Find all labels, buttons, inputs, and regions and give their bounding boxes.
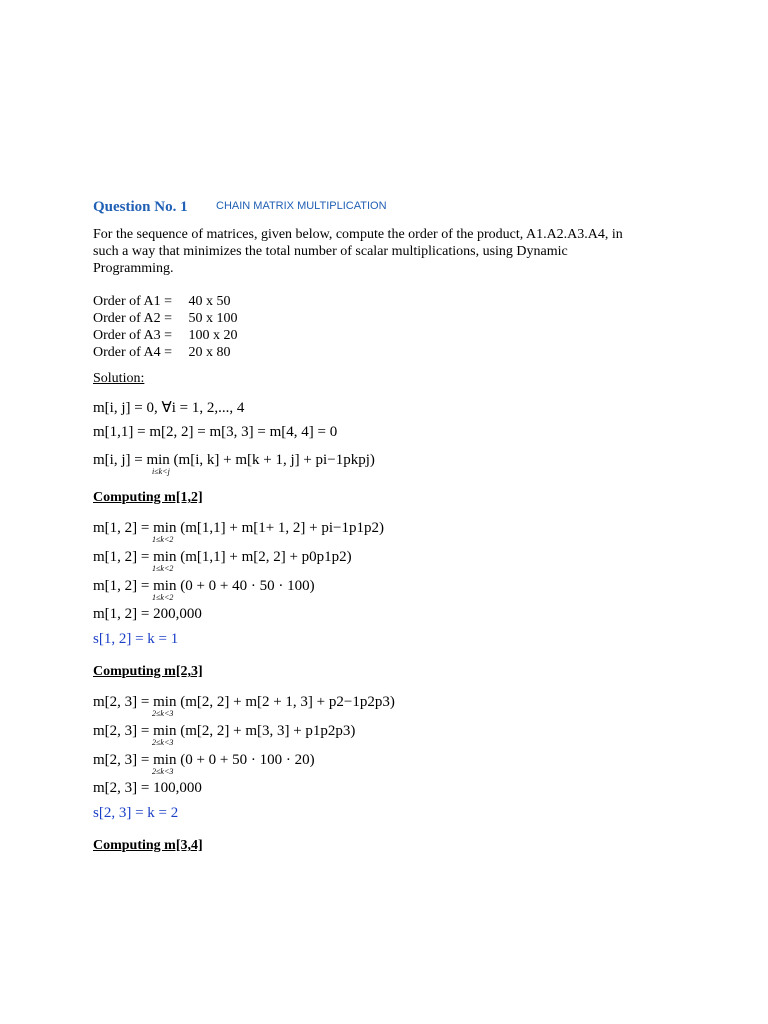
equation-text: m[1, 2] = min (0 + 0 + 40 · 50 · 100) bbox=[93, 578, 315, 594]
min-subscript: 1≤k<2 bbox=[152, 535, 174, 544]
equation-line bbox=[93, 520, 385, 544]
order-label: Order of A4 = bbox=[93, 345, 173, 360]
equation-line bbox=[93, 752, 315, 776]
equation-line: m[1, 2] = 200,000 bbox=[93, 606, 202, 622]
equation-text: m[1, 2] = min (m[1,1] + m[2, 2] + p0p1p2) bbox=[93, 549, 352, 565]
min-subscript: 2≤k<3 bbox=[152, 767, 174, 776]
problem-line-2: such a way that minimizes the total number of scalar multiplications, using Dynamic bbox=[93, 244, 568, 259]
order-label: Order of A1 = bbox=[93, 294, 173, 309]
order-value: 20 x 80 bbox=[188, 345, 231, 360]
equation-line bbox=[93, 578, 315, 602]
problem-line-3: Programming. bbox=[93, 261, 174, 276]
equation-text: m[2, 3] = min (m[2, 2] + m[2 + 1, 3] + p2−1p2p3) bbox=[93, 694, 395, 710]
question-title: Question No. 1 bbox=[93, 199, 188, 215]
section-heading: Computing m[2,3] bbox=[93, 664, 203, 679]
equation-text: m[1, 2] = min (m[1,1] + m[1+ 1, 2] + pi−1p1p2) bbox=[93, 520, 385, 536]
question-header bbox=[93, 198, 387, 216]
order-row bbox=[93, 327, 238, 344]
equation-init-2: m[1,1] = m[2, 2] = m[3, 3] = m[4, 4] = 0 bbox=[93, 424, 338, 440]
order-label: Order of A2 = bbox=[93, 311, 173, 326]
question-topic: CHAIN MATRIX MULTIPLICATION bbox=[216, 200, 387, 212]
equation-line bbox=[93, 549, 352, 573]
problem-line-1: For the sequence of matrices, given below, compute the order of the product, A1.A2.A3.A4, in bbox=[93, 227, 623, 242]
equation-init-1: m[i, j] = 0, ∀i = 1, 2,..., 4 bbox=[93, 400, 245, 416]
min-subscript: i≤k<j bbox=[152, 467, 170, 476]
order-value: 40 x 50 bbox=[188, 294, 231, 309]
min-subscript: 1≤k<2 bbox=[152, 593, 174, 602]
order-value: 50 x 100 bbox=[188, 311, 238, 326]
split-result: s[1, 2] = k = 1 bbox=[93, 631, 179, 647]
order-label: Order of A3 = bbox=[93, 328, 173, 343]
min-subscript: 2≤k<3 bbox=[152, 709, 174, 718]
min-subscript: 2≤k<3 bbox=[152, 738, 174, 747]
problem-statement bbox=[93, 226, 675, 277]
split-result: s[2, 3] = k = 2 bbox=[93, 805, 179, 821]
equation-recurrence bbox=[93, 452, 375, 476]
order-value: 100 x 20 bbox=[188, 328, 238, 343]
equation-text: m[2, 3] = min (0 + 0 + 50 · 100 · 20) bbox=[93, 752, 315, 768]
equation-line bbox=[93, 694, 395, 718]
solution-label: Solution: bbox=[93, 371, 145, 386]
equation-recurrence-text: m[i, j] = min (m[i, k] + m[k + 1, j] + pi−1pkpj) bbox=[93, 452, 375, 468]
min-subscript: 1≤k<2 bbox=[152, 564, 174, 573]
order-row bbox=[93, 293, 238, 310]
section-heading: Computing m[3,4] bbox=[93, 838, 203, 853]
order-row bbox=[93, 344, 238, 361]
order-row bbox=[93, 310, 238, 327]
equation-line: m[2, 3] = 100,000 bbox=[93, 780, 202, 796]
matrix-orders bbox=[93, 293, 238, 361]
equation-line bbox=[93, 723, 356, 747]
section-heading: Computing m[1,2] bbox=[93, 490, 203, 505]
equation-text: m[2, 3] = min (m[2, 2] + m[3, 3] + p1p2p3) bbox=[93, 723, 356, 739]
